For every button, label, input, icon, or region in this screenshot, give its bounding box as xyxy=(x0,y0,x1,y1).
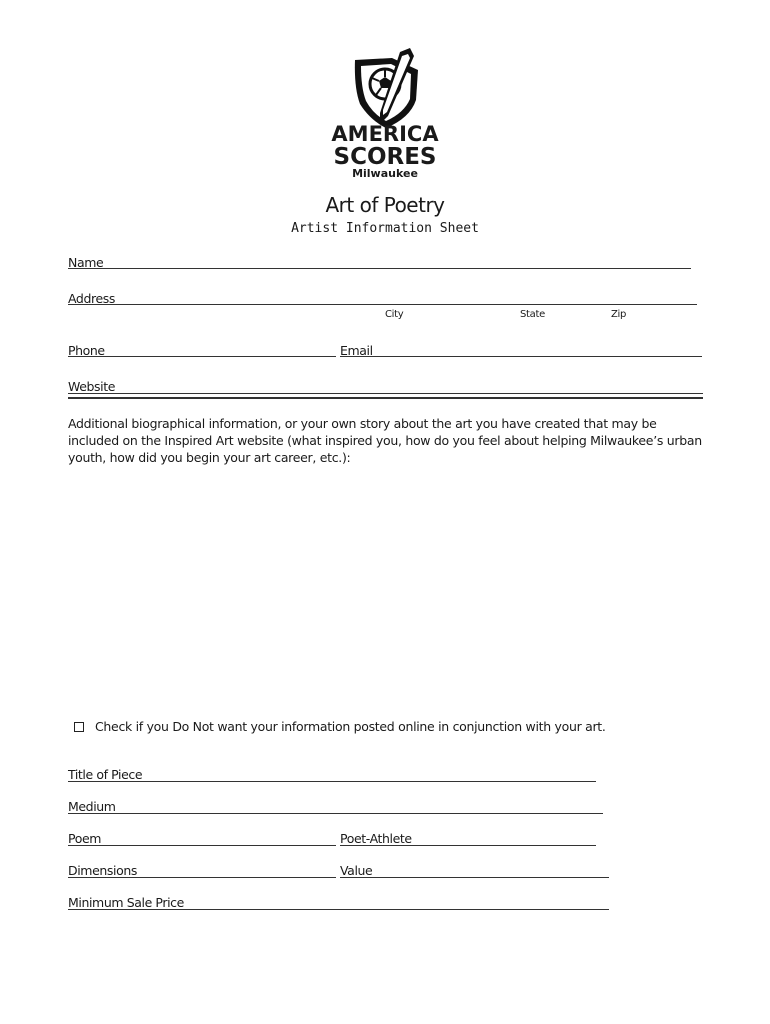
value-field[interactable] xyxy=(340,877,609,878)
bio-text-area[interactable] xyxy=(68,470,703,705)
opt-out-label: Check if you Do Not want your information posted online in conjunction with your art. xyxy=(95,719,606,734)
section-divider xyxy=(68,397,703,399)
website-label: Website xyxy=(68,379,116,394)
title-of-piece-label: Title of Piece xyxy=(68,767,143,782)
title-of-piece-field[interactable] xyxy=(68,781,596,782)
opt-out-checkbox[interactable] xyxy=(74,722,84,732)
name-field[interactable] xyxy=(68,268,691,269)
poet-athlete-field[interactable] xyxy=(340,845,596,846)
email-label: Email xyxy=(340,343,373,358)
medium-label: Medium xyxy=(68,799,116,814)
value-label: Value xyxy=(340,863,373,878)
email-field[interactable] xyxy=(340,356,702,357)
address-field[interactable] xyxy=(68,304,697,305)
page-title: Art of Poetry xyxy=(325,193,445,217)
brand-line-3: Milwaukee xyxy=(352,167,418,180)
dimensions-field[interactable] xyxy=(68,877,336,878)
name-label: Name xyxy=(68,255,104,270)
address-label: Address xyxy=(68,291,115,306)
brand-line-1: AMERICA xyxy=(331,122,439,146)
minimum-sale-price-field[interactable] xyxy=(68,909,609,910)
brand-line-2: SCORES xyxy=(333,144,437,170)
medium-field[interactable] xyxy=(68,813,603,814)
page-subtitle: Artist Information Sheet xyxy=(291,221,479,236)
phone-label: Phone xyxy=(68,343,105,358)
website-field[interactable] xyxy=(68,393,703,394)
phone-field[interactable] xyxy=(68,356,336,357)
minimum-sale-price-label: Minimum Sale Price xyxy=(68,895,184,910)
dimensions-label: Dimensions xyxy=(68,863,137,878)
state-label: State xyxy=(520,309,545,320)
zip-label: Zip xyxy=(611,309,627,320)
poem-label: Poem xyxy=(68,831,102,846)
bio-prompt: Additional biographical information, or your own story about the art you have created that may be included on the Inspired Art website (what inspired you, how do you feel about helping Milwaukee’s urban youth, how did you begin your art career, etc.): xyxy=(68,416,702,465)
city-label: City xyxy=(385,309,404,320)
poet-athlete-label: Poet-Athlete xyxy=(340,831,412,846)
poem-field[interactable] xyxy=(68,845,336,846)
